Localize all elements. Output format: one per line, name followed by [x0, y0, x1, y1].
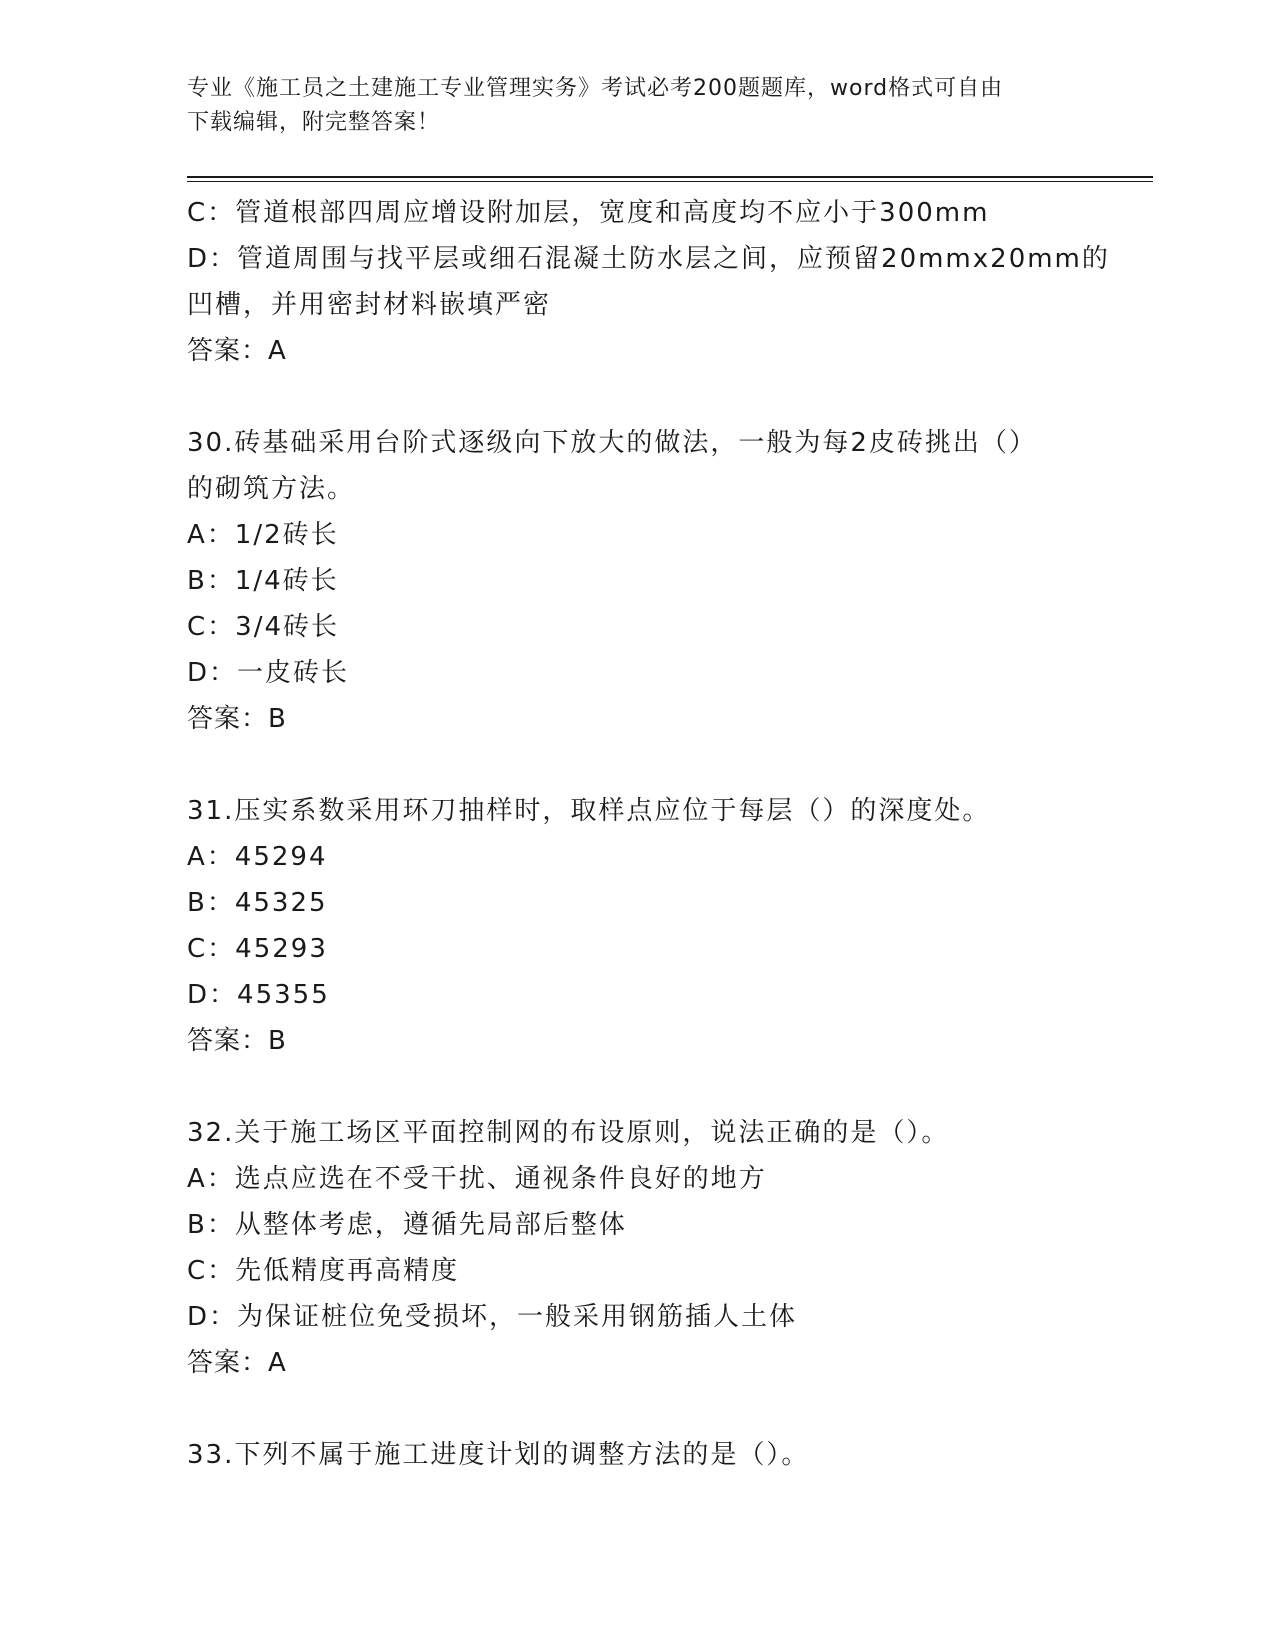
- spacer: [187, 1386, 1087, 1432]
- question-29-continued: [187, 190, 1110, 374]
- answer: 答案：B: [187, 704, 287, 734]
- header-line-1: 专业《施工员之土建施工专业管理实务》考试必考200题题库，word格式可自由: [187, 76, 1004, 101]
- option-b: B：1/4砖长: [187, 566, 339, 596]
- option-c: C：45293: [187, 934, 328, 964]
- question-stem: 31.压实系数采用环刀抽样时，取样点应位于每层（）的深度处。: [187, 796, 991, 826]
- option-a: A：45294: [187, 842, 328, 872]
- question-stem: 32.关于施工场区平面控制网的布设原则，说法正确的是（）。: [187, 1118, 950, 1148]
- answer: 答案：A: [187, 1348, 287, 1378]
- option-b: B：45325: [187, 888, 328, 918]
- question-stem-line-2: 的砌筑方法。: [187, 474, 356, 504]
- question-33: [187, 1432, 1087, 1478]
- option-c: C：3/4砖长: [187, 612, 339, 642]
- option-d: D：45355: [187, 980, 330, 1010]
- option-d-line-2: 凹槽，并用密封材料嵌填严密: [187, 290, 552, 320]
- option-c: C：先低精度再高精度: [187, 1256, 460, 1286]
- header-divider-thin: [187, 181, 1153, 182]
- answer: 答案：A: [187, 336, 287, 366]
- option-d: D：为保证桩位免受损坏，一般采用钢筋插人土体: [187, 1302, 798, 1332]
- question-stem-line-1: 30.砖基础采用台阶式逐级向下放大的做法，一般为每2皮砖挑出（）: [187, 428, 1037, 458]
- option-c: C：管道根部四周应增设附加层，宽度和高度均不应小于300mm: [187, 198, 990, 228]
- answer: 答案：B: [187, 1026, 287, 1056]
- document-header: [187, 72, 1087, 140]
- option-b: B：从整体考虑，遵循先局部后整体: [187, 1210, 627, 1240]
- header-divider-thick: [187, 176, 1153, 178]
- option-d-line-1: D：管道周围与找平层或细石混凝土防水层之间，应预留20mmx20mm的: [187, 244, 1110, 274]
- question-31: [187, 788, 1087, 1064]
- document-body: [187, 190, 1110, 1478]
- option-a: A：选点应选在不受干扰、通视条件良好的地方: [187, 1164, 767, 1194]
- question-32: [187, 1110, 1087, 1386]
- spacer: [187, 374, 1087, 420]
- question-stem: 33.下列不属于施工进度计划的调整方法的是（）。: [187, 1440, 810, 1470]
- option-a: A：1/2砖长: [187, 520, 339, 550]
- header-line-2: 下载编辑，附完整答案！: [187, 110, 441, 135]
- option-d: D：一皮砖长: [187, 658, 350, 688]
- question-30: [187, 420, 1087, 742]
- spacer: [187, 742, 1087, 788]
- spacer: [187, 1064, 1087, 1110]
